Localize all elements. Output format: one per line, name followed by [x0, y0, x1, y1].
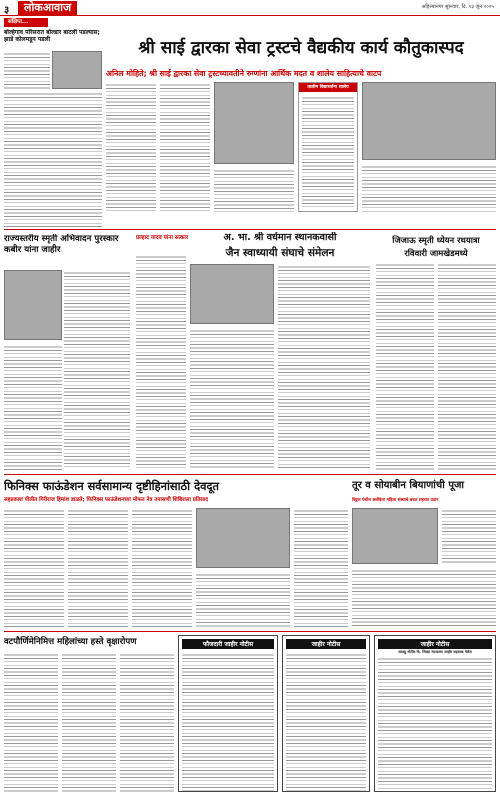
newspaper-logo: लोकआवाज [18, 1, 77, 15]
left2-text-b [4, 344, 62, 470]
row3-col-7 [352, 568, 496, 626]
mid2-label: प्रल्हाद यादव यांना सत्कार [136, 235, 189, 241]
left2-headline: राज्यस्तरीय स्मृती अभिवादन पुरस्कार कबीर यांना जाहीर [4, 234, 119, 255]
row3-subhead-left: सहप्रकाश पीलीत गिरीराज हिमांश डाळते; फिनिक्स फाऊंडेशनच्या मोफत नेत्र तपासणी शिबिराला प्रतिसाद [4, 497, 209, 503]
public-notice-text [286, 652, 366, 792]
right2-headline-2: रविवारी जामखेडमध्ये [404, 248, 468, 258]
right2-text-b [438, 262, 496, 470]
row4-col-3 [120, 652, 174, 792]
lead-col-1 [106, 82, 156, 212]
lead-subhead: अनिल मोहिते; श्री साई द्वारका सेवा ट्रस्टच्यावतीने रुग्णांना आर्थिक मदत व शालेय साहित्याचे वाटप [106, 69, 382, 78]
mid2-text-c [278, 264, 370, 470]
divider [4, 631, 496, 632]
mid2-photo [190, 264, 274, 324]
row4-col-2 [62, 652, 116, 792]
masthead [0, 0, 500, 16]
left2-text-a [64, 270, 130, 470]
mid2-text-b [190, 328, 274, 470]
right-notice [374, 635, 496, 792]
row3-col-3 [132, 508, 192, 628]
lead-sidebar-title: तालीम विद्यार्थ्यांना शालेय [299, 83, 357, 92]
lead-col-4 [362, 164, 496, 212]
divider [4, 474, 496, 475]
bank-notice-text [182, 652, 274, 792]
bank-notice-title: फौजदारी जाहीर नोटीस [182, 639, 274, 649]
lead-col-3 [214, 168, 294, 212]
mid2-headline-1: अ. भा. श्री वर्धमान स्थानकवासी [223, 232, 337, 243]
row3-col-4 [196, 572, 290, 628]
row3-headline-left: फिनिक्स फाऊंडेशन सर्वसामान्य दृष्टीहिनांसाठी देवदूत [4, 479, 220, 493]
divider [4, 229, 496, 230]
row3-col-5 [294, 508, 348, 628]
brief-text [4, 51, 50, 89]
lead-sidebar [298, 82, 358, 212]
mid2-text-a [136, 254, 186, 470]
lead-headline: श्री साई द्वारका सेवा ट्रस्टचे वैद्यकीय कार्य कौतुकास्पद [138, 38, 464, 58]
row4-headline: वटपौर्णिमेनिमित्त महिलांच्या हस्ते वृक्षारोपण [4, 637, 137, 647]
page-number: ३ [4, 5, 10, 16]
row3-subhead-right: विठ्ठल येथील छत्रीकेश महिला संस्थाचे बचत शहरात प्रदान [352, 497, 439, 502]
brief-photo [52, 51, 102, 89]
right-notice-title: जाहीर नोटीस [378, 639, 492, 649]
lead-photo-1 [214, 82, 294, 164]
brief-headline: बोल्हेगाव परिसरात बोल्डार बाटली पडल्यास; झाडे कोलमडून पडली [4, 29, 100, 43]
mid2-headline-2: जैन स्वाध्यायी संघाचे संमेलन [225, 247, 335, 259]
dateline: अहिल्यानगर सुरूवार, दि. १३ जून २०२५ [421, 4, 494, 10]
left2-photo [4, 270, 62, 340]
right2-text-a [376, 262, 434, 470]
right-notice-subtitle: सदरहू नोटीस दि. जिल्हा न्यायालय जाहीर सहायक गेलेस [398, 650, 472, 654]
lead-col-2 [160, 82, 210, 212]
row3-col-2 [68, 508, 128, 628]
row3-headline-right: तूर व सोयाबीन बियाणांची पूजा [352, 480, 465, 491]
row3-photo-right [352, 508, 438, 564]
right-notice-text [378, 656, 492, 790]
brief-body [4, 91, 102, 227]
row3-col-1 [4, 508, 64, 628]
lead-photo-2 [362, 82, 496, 160]
row3-col-6 [442, 508, 496, 564]
row4-col-1 [4, 652, 58, 792]
public-notice-title: जाहीर नोटीस [286, 639, 366, 649]
lead-sidebar-text [302, 95, 354, 207]
row3-photo [196, 508, 290, 568]
right2-headline-1: जिजाऊ स्मृती ध्येयन रथयात्रा [392, 235, 480, 245]
bank-notice [178, 635, 278, 792]
public-notice [282, 635, 370, 792]
brief-section-tag: संक्षिप्त... [4, 18, 48, 27]
